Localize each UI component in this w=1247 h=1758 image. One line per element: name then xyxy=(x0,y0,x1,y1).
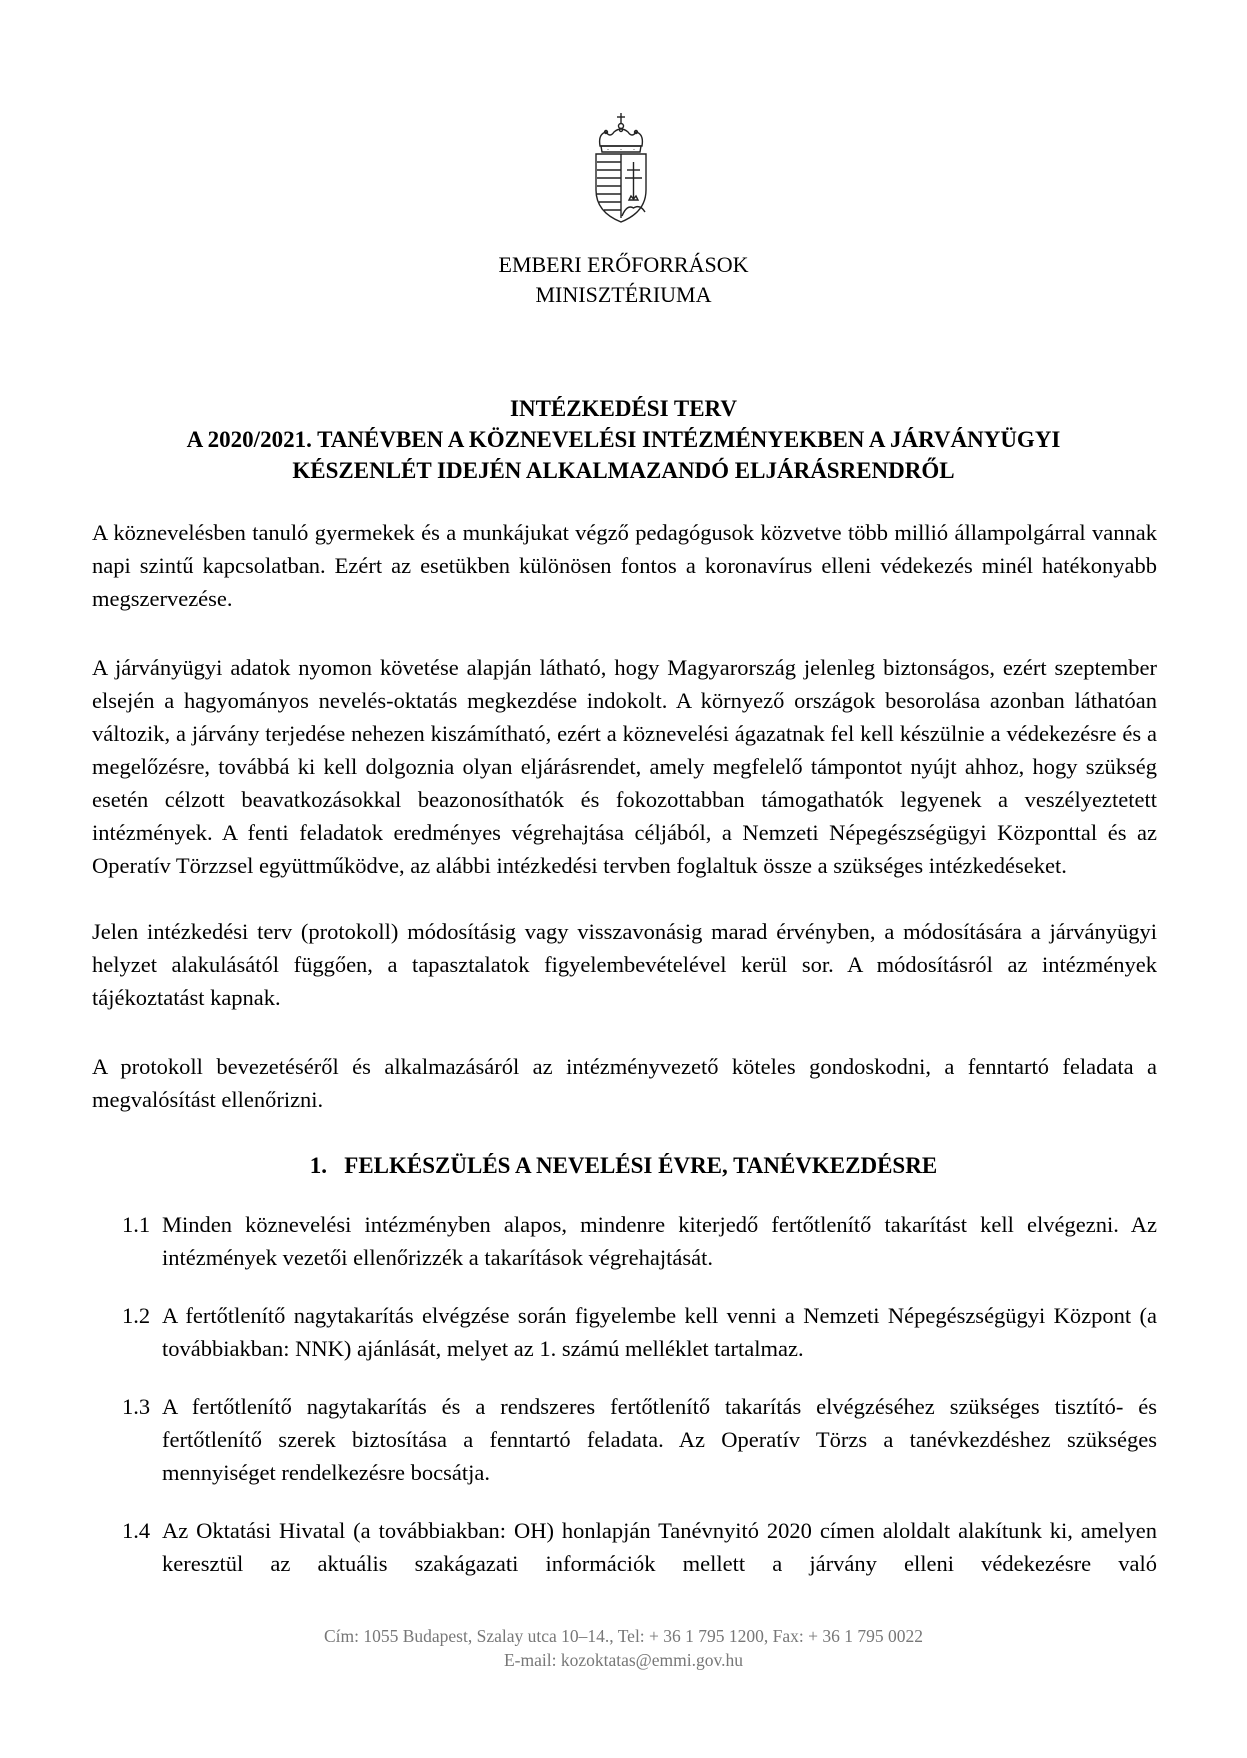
list-item-text: Minden köznevelési intézményben alapos, mindenre kiterjedő fertőtlenítő takarítást kell elvégezni. Az intézmények vezetői ellenőrizzék a takarítások végrehajtását. xyxy=(162,1212,1157,1270)
list-item-number: 1.2 xyxy=(122,1303,151,1328)
list-item-number: 1.1 xyxy=(122,1212,151,1237)
paragraph-responsibility xyxy=(92,1050,1157,1116)
page-footer xyxy=(0,1624,1247,1672)
list-item xyxy=(122,1514,1157,1580)
list-item-number: 1.3 xyxy=(122,1394,151,1419)
list-item-text: Az Oktatási Hivatal (a továbbiakban: OH) honlapján Tanévnyitó 2020 címen aloldalt alakítunk ki, amelyen keresztül az aktuális szakágazati információk mellett a járvány elleni védekezésre való xyxy=(162,1518,1157,1576)
title-line2: A 2020/2021. TANÉVBEN A KÖZNEVELÉSI INTÉZMÉNYEKBEN A JÁRVÁNYÜGYI xyxy=(186,427,1061,452)
coat-of-arms-icon xyxy=(590,112,652,224)
paragraph-text: A köznevelésben tanuló gyermekek és a munkájukat végző pedagógusok közvetve több millió állampolgárral vannak napi szintű kapcsolatban. Ezért az esetükben különösen fontos a koronavírus elleni védekezés minél hatékonyabb megszervezése. xyxy=(92,520,1157,611)
paragraph-validity xyxy=(92,915,1157,1014)
list-item-text: A fertőtlenítő nagytakarítás és a rendszeres fertőtlenítő takarítás elvégzéséhez szükséges tisztító- és fertőtlenítő szerek biztosítása a fenntartó feladata. Az Operatív Törzs a tanévkezdéshez szükséges mennyiséget rendelkezésre bocsátja. xyxy=(162,1394,1157,1485)
list-item xyxy=(122,1299,1157,1365)
paragraph-epidemic-data xyxy=(92,651,1157,882)
title-line3: KÉSZENLÉT IDEJÉN ALKALMAZANDÓ ELJÁRÁSRENDRŐL xyxy=(292,458,955,483)
document-title xyxy=(120,393,1127,486)
section-heading: 1. FELKÉSZÜLÉS A NEVELÉSI ÉVRE, TANÉVKEZDÉSRE xyxy=(309,1153,938,1178)
title-line1: INTÉZKEDÉSI TERV xyxy=(510,396,737,421)
ministry-name-line2: MINISZTÉRIUMA xyxy=(535,282,712,307)
ministry-name-line1: EMBERI ERŐFORRÁSOK xyxy=(498,252,749,277)
list-item xyxy=(122,1208,1157,1274)
footer-email: E-mail: kozoktatas@emmi.gov.hu xyxy=(503,1650,744,1670)
ministry-name xyxy=(0,250,1247,310)
list-item-text: A fertőtlenítő nagytakarítás elvégzése során figyelembe kell venni a Nemzeti Népegészségügyi Központ (a továbbiakban: NNK) ajánlását, melyet az 1. számú melléklet tartalmaz. xyxy=(162,1303,1157,1361)
list-item xyxy=(122,1390,1157,1489)
paragraph-text: Jelen intézkedési terv (protokoll) módosításig vagy visszavonásig marad érvényben, a módosítására a járványügyi helyzet alakulásától függően, a tapasztalatok figyelembevételével kerül sor. A módosításról az intézmények tájékoztatást kapnak. xyxy=(92,919,1157,1010)
paragraph-intro xyxy=(92,516,1157,615)
paragraph-text: A protokoll bevezetéséről és alkalmazásáról az intézményvezető köteles gondoskodni, a fenntartó feladata a megvalósítást ellenőrizni. xyxy=(92,1054,1157,1112)
footer-address: Cím: 1055 Budapest, Szalay utca 10–14., Tel: + 36 1 795 1200, Fax: + 36 1 795 0022 xyxy=(323,1626,924,1646)
list-item-number: 1.4 xyxy=(122,1518,151,1543)
paragraph-text: A járványügyi adatok nyomon követése alapján látható, hogy Magyarország jelenleg biztonságos, ezért szeptember elsején a hagyományos nevelés-oktatás megkezdése indokolt. A környező országok besorolása azonban láthatóan változik, a járvány terjedése nehezen kiszámítható, ezért a köznevelési ágazatnak fel kell készülnie a védekezésre és a megelőzésre, továbbá ki kell dolgoznia olyan eljárásrendet, amely megfelelő támpontot nyújt ahhoz, hogy szükség esetén célzott beavatkozásokkal beazonosíthatók és fokozottabban támogathatók legyenek a veszélyeztetett intézmények. A fenti feladatok eredményes végrehajtása céljából, a Nemzeti Népegészségügyi Központtal és az Operatív Törzzsel együttműködve, az alábbi intézkedési tervben foglaltuk össze a szükséges intézkedéseket. xyxy=(92,655,1157,878)
